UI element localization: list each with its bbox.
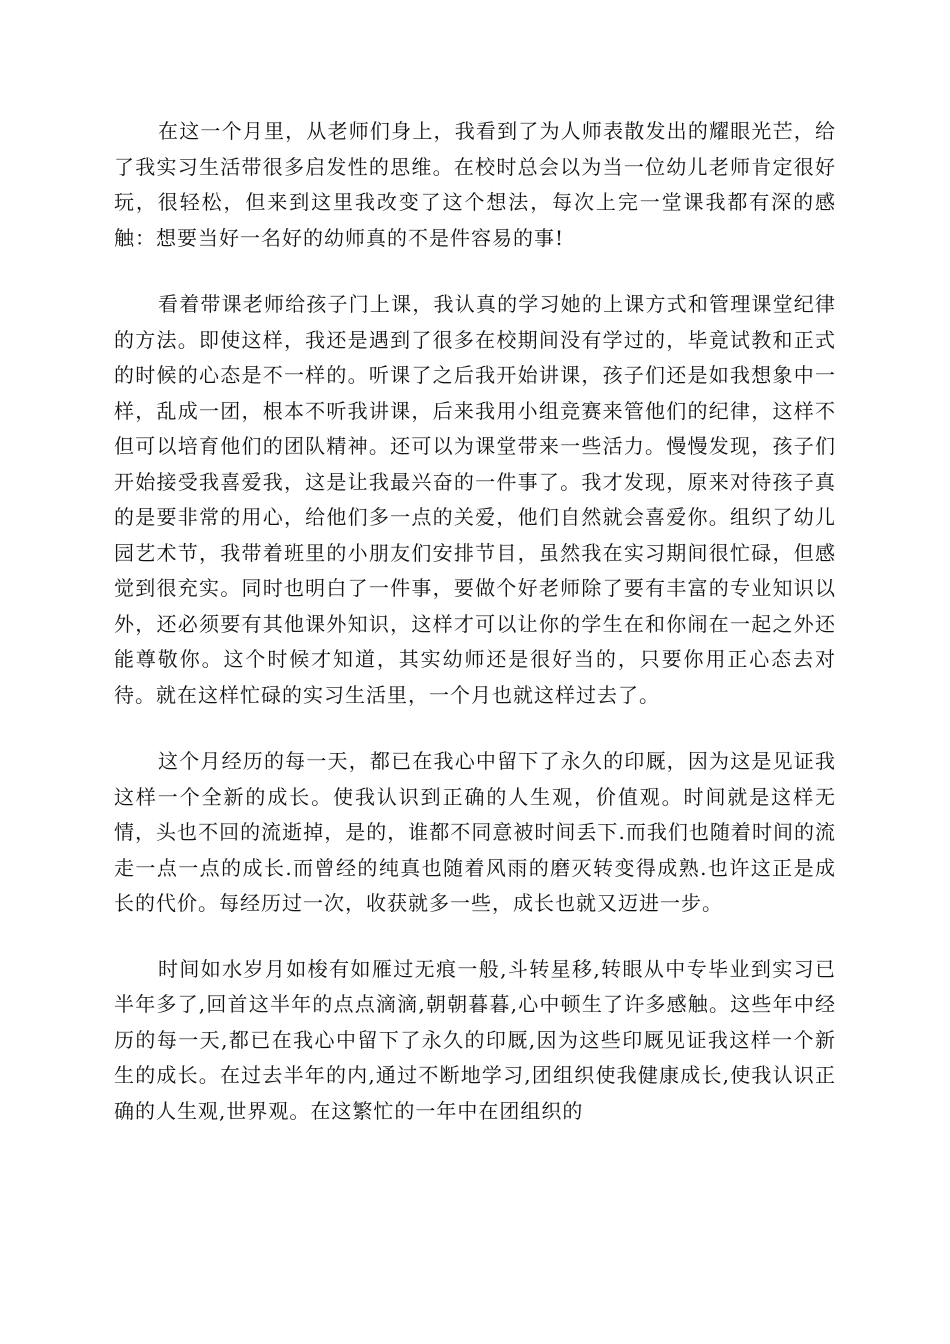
paragraph-1: 在这一个月里，从老师们身上，我看到了为人师表散发出的耀眼光芒，给了我实习生活带很多启发性的思维。在校时总会以为当一位幼儿老师肯定很好玩，很轻松，但来到这里我改变了这个想法，每次上完一堂课我都有深的感触：想要当好一名好的幼师真的不是件容易的事! bbox=[114, 119, 836, 250]
document-body bbox=[114, 114, 836, 1129]
paragraph-2: 看着带课老师给孩子门上课，我认真的学习她的上课方式和管理课堂纪律的方法。即使这样，我还是遇到了很多在校期间没有学过的，毕竟试教和正式的时候的心态是不一样的。听课了之后我开始讲课，孩子们还是如我想象中一样，乱成一团，根本不听我讲课，后来我用小组竞赛来管他们的纪律，这样不但可以培育他们的团队精神。还可以为课堂带来一些活力。慢慢发现，孩子们开始接受我喜爱我，这是让我最兴奋的一件事了。我才发现，原来对待孩子真的是要非常的用心，给他们多一点的关爱，他们自然就会喜爱你。组织了幼儿园艺术节，我带着班里的小朋友们安排节目，虽然我在实习期间很忙碌，但感觉到很充实。同时也明白了一件事，要做个好老师除了要有丰富的专业知识以外，还必须要有其他课外知识，这样才可以让你的学生在和你闹在一起之外还能尊敬你。这个时候才知道，其实幼师还是很好当的，只要你用正心态去对待。就在这样忙碌的实习生活里，一个月也就这样过去了。 bbox=[114, 292, 836, 707]
paragraph-4: 时间如水岁月如梭有如雁过无痕一般,斗转星移,转眼从中专毕业到实习已半年多了,回首这半年的点点滴滴,朝朝暮暮,心中顿生了许多感触。这些年中经历的每一天,都已在我心中留下了永久的印厩,因为这些印厩见证我这样一个新生的成长。在过去半年的内,通过不断地学习,团组织使我健康成长,使我认识正确的人生观,世界观。在这繁忙的一年中在团组织的 bbox=[114, 956, 836, 1123]
paragraph-3: 这个月经历的每一天，都已在我心中留下了永久的印厩，因为这是见证我这样一个全新的成长。使我认识到正确的人生观，价值观。时间就是这样无情，头也不回的流逝掉，是的，谁都不同意被时间丢下.而我们也随着时间的流走一点一点的成长.而曾经的纯真也随着风雨的磨灭转变得成熟.也许这正是成长的代价。每经历过一次，收获就多一些，成长也就又迈进一步。 bbox=[114, 749, 836, 915]
